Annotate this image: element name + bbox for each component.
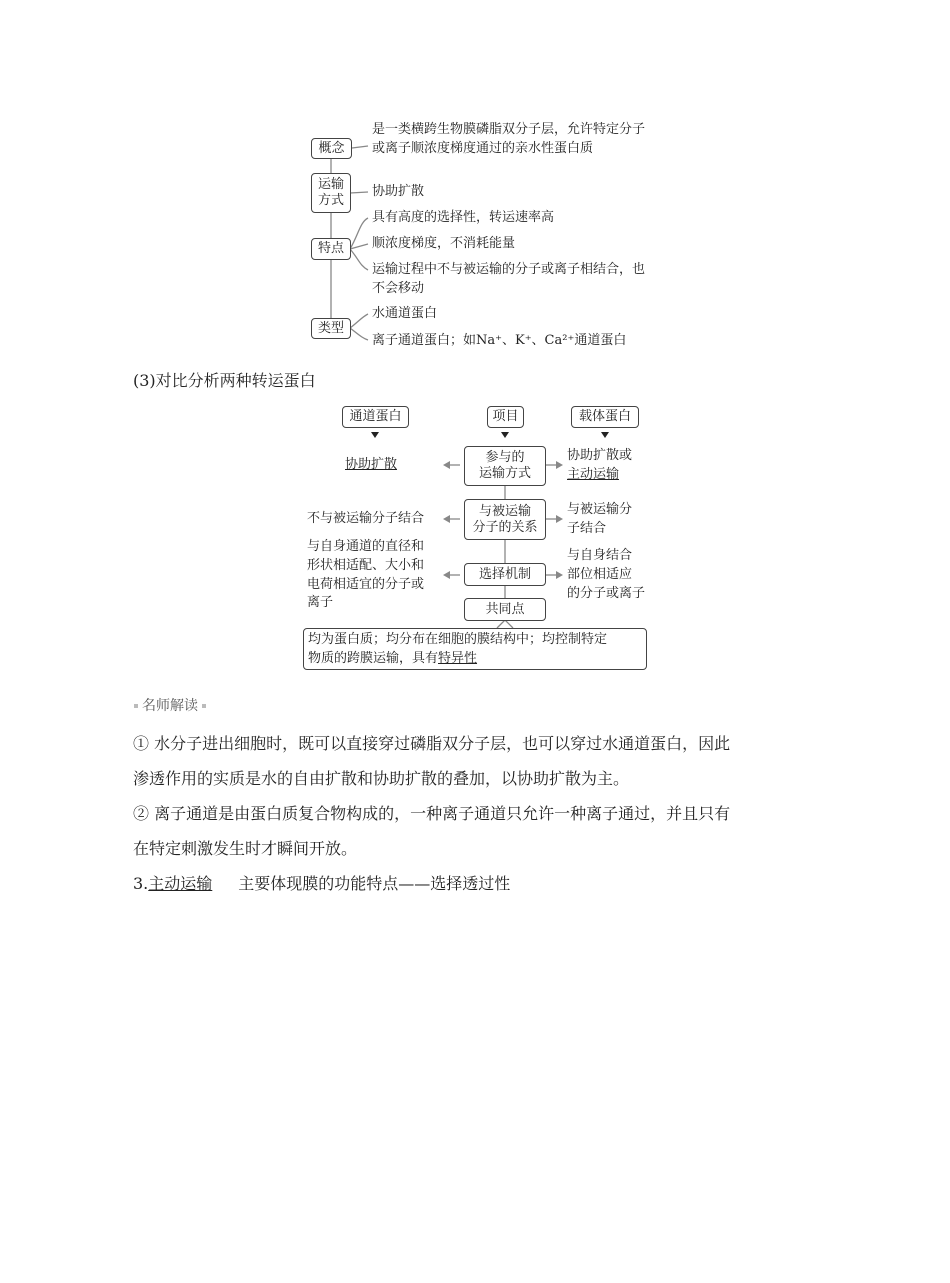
row2-item-box (464, 499, 546, 540)
common-text-line2-main: 物质的跨膜运输，具有 (308, 651, 439, 666)
note2-line1: ② 离子通道是由蛋白质复合物构成的，一种离子通道只允许一种离子通过，并且只有 (133, 804, 731, 823)
row1-item-box (464, 446, 546, 486)
row3-item-box (464, 563, 546, 586)
common-label: 共同点 (485, 601, 525, 617)
row1-carrier-line1: 协助扩散或 (567, 448, 633, 463)
row2-item-line2: 分子的关系 (472, 519, 538, 535)
note1-line2: 渗透作用的实质是水的自由扩散和协助扩散的叠加，以协助扩散为主。 (133, 769, 630, 788)
feature-item-2: 顺浓度梯度，不消耗能量 (372, 236, 516, 251)
header-channel-protein (342, 406, 409, 428)
note2-line2: 在特定刺激发生时才瞬间开放。 (133, 839, 358, 858)
teacher-note-heading (130, 695, 210, 715)
row3-channel-line1: 与自身通道的直径和 (307, 539, 425, 554)
header-carrier-protein (571, 406, 639, 428)
row2-carrier-line1: 与被运输分 (567, 502, 633, 517)
row3-item-label: 选择机制 (478, 566, 531, 582)
features-label: 特点 (317, 241, 344, 256)
item3-rest: 主要体现膜的功能特点——选择透过性 (238, 874, 511, 893)
concept-text: 是一类横跨生物膜磷脂双分子层，允许特定分子或离子顺浓度梯度通过的亲水性蛋白质 (372, 122, 646, 156)
type-item-2: 离子通道蛋白；如Na⁺、K⁺、Ca²⁺通道蛋白 (372, 333, 627, 348)
teacher-note-label: 名师解读 (142, 698, 198, 714)
header-channel-label: 通道蛋白 (349, 409, 402, 424)
common-text-line2 (308, 649, 642, 668)
note1-line1: ① 水分子进出细胞时，既可以直接穿过磷脂双分子层，也可以穿过水通道蛋白，因此 (133, 734, 731, 753)
row3-carrier-line3: 的分子或离子 (567, 586, 646, 601)
square-bullet-icon (134, 704, 138, 708)
header-item-label: 项目 (492, 409, 519, 424)
concept-label-box (311, 138, 352, 159)
row1-carrier-line2: 主动运输 (567, 467, 620, 482)
row2-carrier-line2: 子结合 (567, 521, 607, 536)
common-text-box (303, 628, 647, 670)
square-bullet-icon (202, 704, 206, 708)
row2-item-line1: 与被运输 (478, 503, 531, 519)
header-item (487, 406, 524, 428)
row3-carrier-line1: 与自身结合 (567, 548, 633, 563)
concept-label: 概念 (318, 140, 345, 156)
row1-item-line2: 运输方式 (478, 466, 531, 481)
common-text-line1: 均为蛋白质；均分布在细胞的膜结构中；均控制特定 (308, 632, 608, 647)
transport-label-line1: 运输 (317, 177, 344, 192)
common-label-box (464, 598, 546, 621)
row3-channel-line3: 电荷相适宜的分子或 (307, 577, 425, 592)
features-label-box (311, 238, 351, 260)
section-heading-compare: (3)对比分析两种转运蛋白 (133, 371, 316, 390)
transport-text: 协助扩散 (372, 184, 425, 199)
types-label: 类型 (317, 320, 344, 336)
row3-channel-line2: 形状相适配、大小和 (307, 558, 425, 573)
transport-label-box (311, 173, 351, 213)
type-item-1: 水通道蛋白 (372, 306, 438, 321)
row1-item-line1: 参与的 (485, 450, 525, 465)
item3-line (133, 871, 823, 894)
row1-channel-text: 协助扩散 (345, 457, 398, 472)
row2-channel-text: 不与被运输分子结合 (307, 511, 425, 526)
item3-underlined: 主动运输 (148, 874, 213, 893)
item3-prefix: 3. (133, 874, 149, 893)
feature-item-3: 运输过程中不与被运输的分子或离子相结合，也不会移动 (372, 262, 646, 296)
row3-carrier-line2: 部位相适应 (567, 567, 633, 582)
types-label-box (311, 318, 351, 339)
transport-label-line2: 方式 (317, 193, 344, 208)
common-text-line2-underlined: 特异性 (438, 651, 478, 666)
feature-item-1: 具有高度的选择性，转运速率高 (372, 210, 555, 225)
header-carrier-label: 载体蛋白 (578, 409, 631, 424)
row3-channel-line4: 离子 (307, 595, 334, 610)
